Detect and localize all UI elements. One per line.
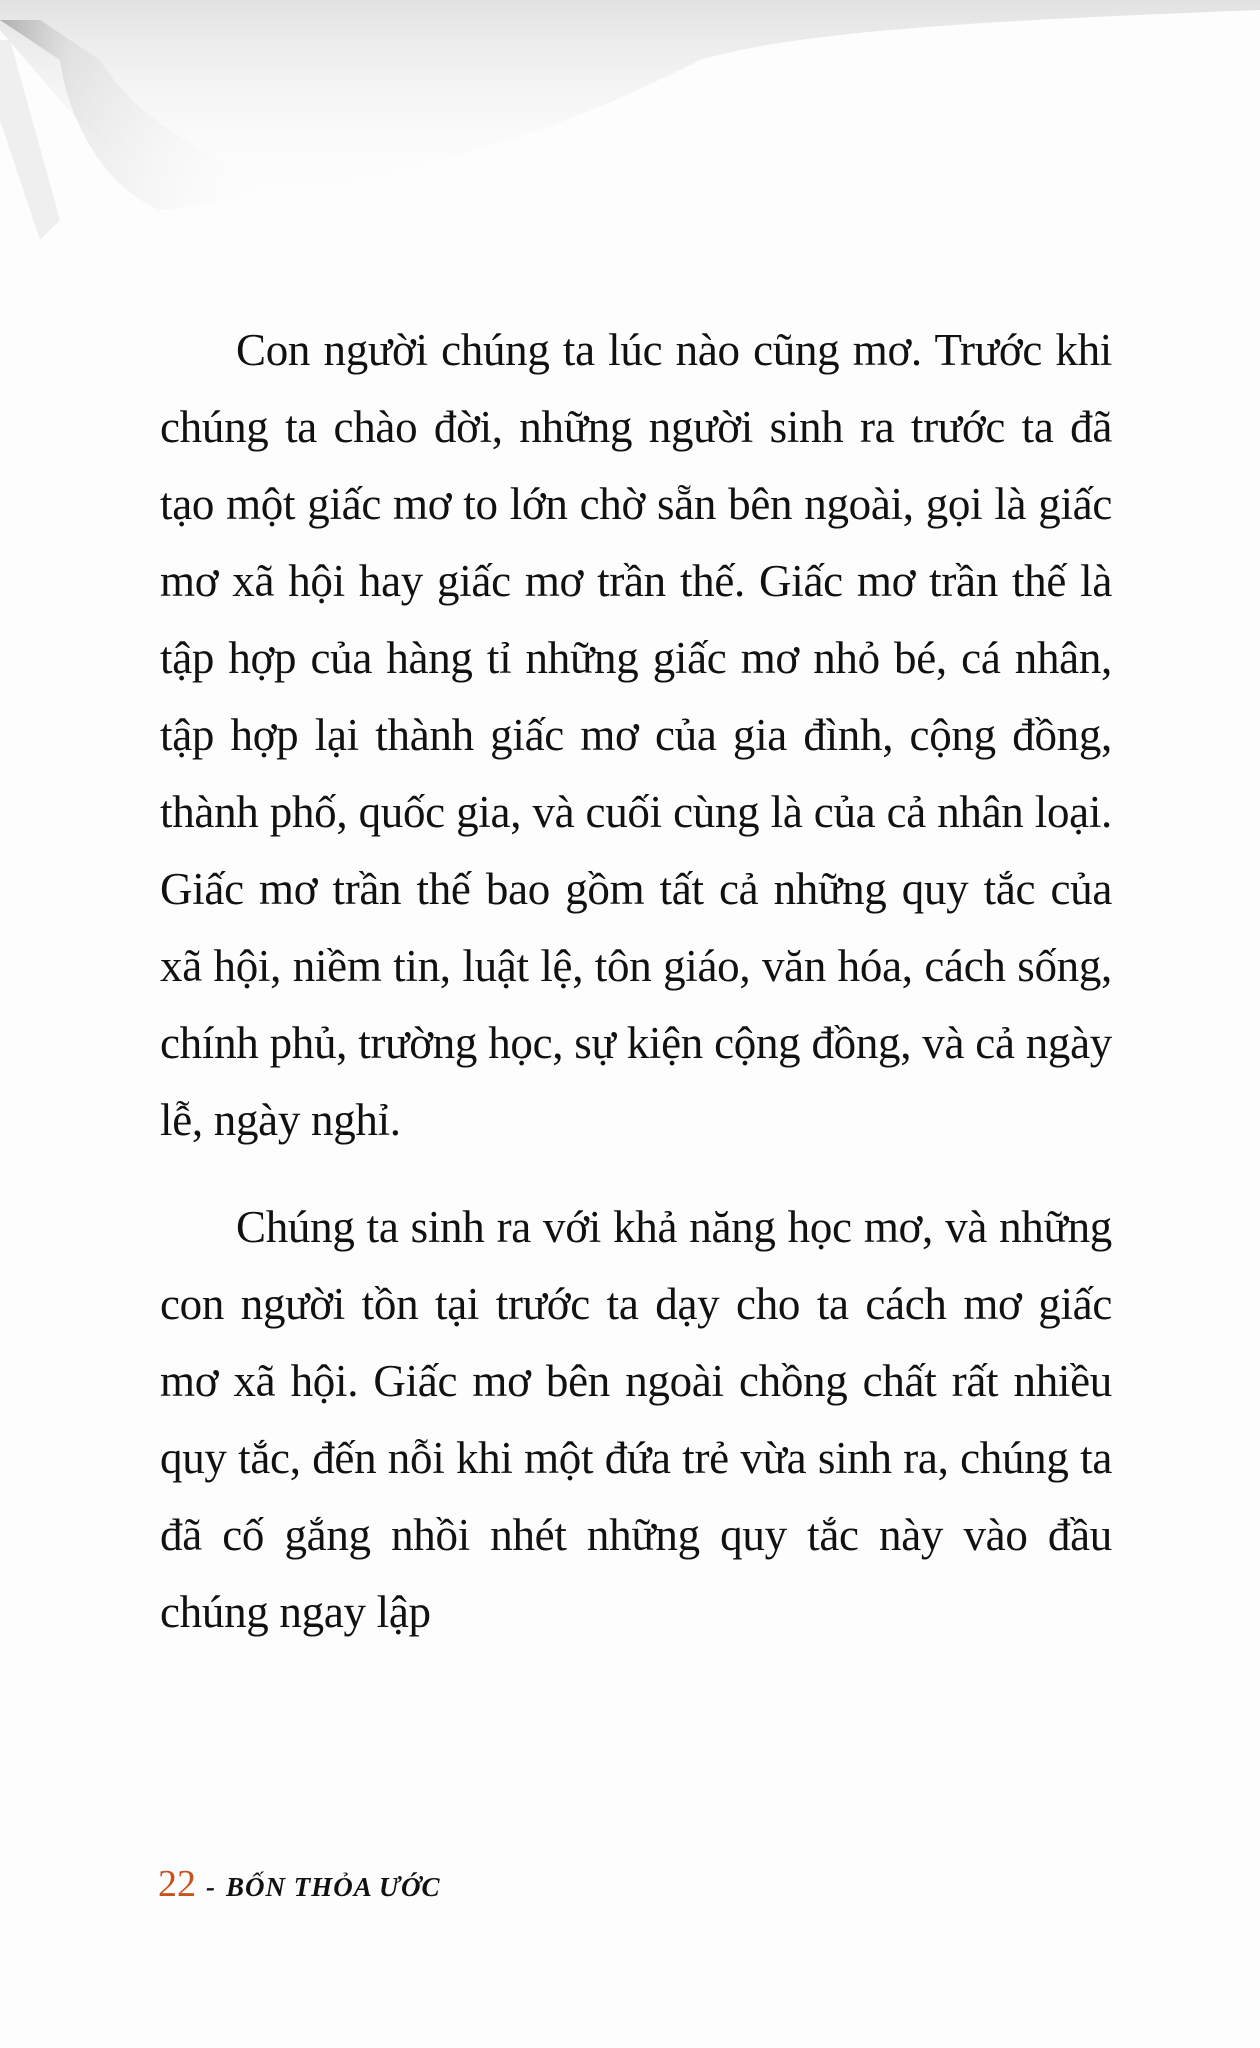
footer-separator: - — [206, 1872, 216, 1902]
page-number: 22 — [158, 1863, 196, 1905]
running-title: BỐN THỎA ƯỚC — [226, 1872, 441, 1902]
body-text — [160, 312, 1112, 1651]
paragraph-1: Con người chúng ta lúc nào cũng mơ. Trước khi chúng ta chào đời, những người sinh ra trước ta đã tạo một giấc mơ to lớn chờ sẵn bên ngoài, gọi là giấc mơ xã hội hay giấc mơ trần thế. Giấc mơ trần thế là tập hợp của hàng tỉ những giấc mơ nhỏ bé, cá nhân, tập hợp lại thành giấc mơ của gia đình, cộng đồng, thành phố, quốc gia, và cuối cùng là của cả nhân loại. Giấc mơ trần thế bao gồm tất cả những quy tắc của xã hội, niềm tin, luật lệ, tôn giáo, văn hóa, cách sống, chính phủ, trường học, sự kiện cộng đồng, và cả ngày lễ, ngày nghỉ. — [160, 325, 1112, 1145]
top-left-page-curl-shadow — [0, 0, 1260, 260]
page-footer — [158, 1862, 440, 1906]
paragraph-2: Chúng ta sinh ra với khả năng học mơ, và những con người tồn tại trước ta dạy cho ta cách mơ giấc mơ xã hội. Giấc mơ bên ngoài chồng chất rất nhiều quy tắc, đến nỗi khi một đứa trẻ vừa sinh ra, chúng ta đã cố gắng nhồi nhét những quy tắc này vào đầu chúng ngay lập — [160, 1202, 1112, 1637]
